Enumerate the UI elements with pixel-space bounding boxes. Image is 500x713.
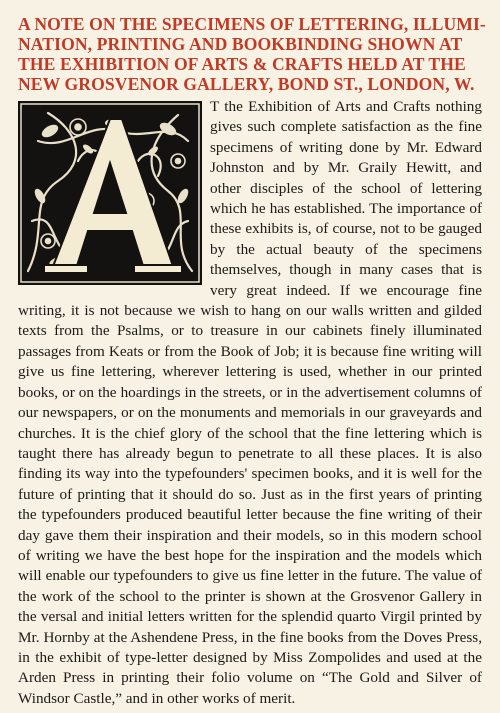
ornamental-initial-A-icon bbox=[18, 101, 202, 285]
body-paragraph: T the Exhibition of Arts and Crafts nothing gives such complete satisfaction as the fine specimens of writing done by Mr. Edward Johnston and by Mr. Graily Hewitt, and other disciples of the school of lettering which he has established. The importance of these exhibits is, of course, not to be gauged by the actual beauty of the specimens themselves, though in many cases that is very great indeed. If we encourage fine writing, it is not because we wish to hang on our walls written and gilded texts from the Psalms, or to treasure in our cabinets finely illuminated passages from Keats or from the Book of Job; it is because fine writing will give us fine lettering, wherever lettering is used, whether in our printed books, or on the hoardings in the streets, or in the advertisement columns of our newspapers, or on the monuments and memorials in our graveyards and churches. It is the chief glory of the school that the fine lettering which is taught there has already begun to penetrate to all these places. It is also finding its way into the typefounders' specimen books, and it is well for the future of printing that it should do so. Just as in the first years of printing the typefounders produced beautiful letter because the fine writing of their day gave them their inspiration and their models, so in this modern school of writing we have the best hope for the inspiration and the models which will enable our typefounders to give us fine letter in the future. The value of the work of the school to the printer is shown at the Grosvenor Gallery in the versal and initial letters written for the splendid quarto Virgil printed by Mr. Hornby at the Ashendene Press, in the fine books from the Doves Press, in the exhibit of type-letter designed by Miss Zompolides and used at the Arden Press in printing their folio volume on “The Gold and Silver of Windsor Castle,” and in other works of merit. bbox=[18, 98, 482, 707]
heading-line: NATION, PRINTING AND BOOKBINDING SHOWN AT bbox=[18, 34, 463, 54]
floral-ornament bbox=[18, 101, 202, 285]
document-heading bbox=[18, 14, 486, 94]
body-text bbox=[18, 97, 482, 709]
document-page bbox=[18, 14, 486, 709]
heading-line: NEW GROSVENOR GALLERY, BOND ST., LONDON, W. bbox=[18, 74, 475, 94]
heading-line: THE EXHIBITION OF ARTS & CRAFTS HELD AT THE bbox=[18, 54, 466, 74]
heading-line: A NOTE ON THE SPECIMENS OF LETTERING, ILLUMI- bbox=[18, 14, 486, 34]
